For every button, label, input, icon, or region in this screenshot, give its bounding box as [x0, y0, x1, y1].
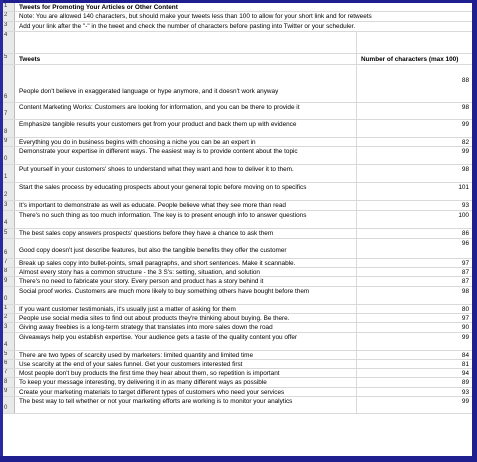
row-header[interactable]: 9: [3, 138, 15, 146]
table-row: [3, 360, 472, 369]
tweet-text-cell[interactable]: Content Marketing Works: Customers are looking for information, and you can be there to provide it: [16, 103, 357, 119]
column-header-tweets[interactable]: Tweets: [16, 54, 357, 64]
note-character-limit[interactable]: Note: You are allowed 140 characters, but should make your tweets less than 100 to allow for your short link and for retweets: [19, 13, 372, 20]
table-row: [3, 351, 472, 360]
table-row: [3, 314, 472, 323]
row-header[interactable]: 1: [3, 305, 15, 313]
tweet-text-cell[interactable]: The best way to tell whether or not your marketing efforts are working is to monitor your analytics: [16, 397, 357, 413]
table-row: [3, 147, 472, 165]
tweet-text-cell[interactable]: The best sales copy answers prospects' questions before they have a chance to ask them: [16, 229, 357, 238]
table-row: [3, 229, 472, 239]
character-count-cell[interactable]: 84: [461, 352, 469, 359]
table-row: [3, 277, 472, 287]
spreadsheet-grid: [3, 3, 472, 456]
character-count-cell[interactable]: 100: [458, 212, 469, 219]
character-count-cell[interactable]: 90: [461, 324, 469, 331]
character-count-cell[interactable]: 87: [461, 269, 469, 276]
sheet-row: [3, 32, 472, 54]
row-header[interactable]: 6: [3, 65, 15, 102]
character-count-cell[interactable]: 93: [461, 389, 469, 396]
table-row: [3, 239, 472, 259]
table-row: [3, 259, 472, 268]
tweet-text-cell[interactable]: To keep your message interesting, try delivering it in as many different ways as possible: [16, 378, 357, 387]
tweet-text-cell[interactable]: There's no such thing as too much information. The key is to present enough info to answer questions: [16, 211, 357, 228]
row-header[interactable]: 7: [3, 259, 15, 267]
table-row: [3, 103, 472, 120]
tweet-text-cell[interactable]: There's no need to fabricate your story. Every person and product has a story behind it: [16, 277, 357, 286]
row-header[interactable]: 3: [3, 22, 15, 31]
character-count-cell[interactable]: 101: [458, 184, 469, 191]
row-header[interactable]: 5: [3, 54, 15, 64]
tweet-text-cell[interactable]: Use scarcity at the end of your sales funnel. Get your customers interested first: [16, 360, 357, 368]
row-header[interactable]: 0: [3, 287, 15, 304]
table-row: [3, 369, 472, 378]
table-row: [3, 397, 472, 414]
character-count-cell[interactable]: 99: [461, 334, 469, 341]
character-count-cell[interactable]: 87: [461, 278, 469, 285]
row-header[interactable]: 9: [3, 388, 15, 396]
tweet-text-cell[interactable]: Almost every story has a common structure - the 3 S's: setting, situation, and solution: [16, 268, 357, 276]
note-add-link[interactable]: Add your link after the "-" in the tweet and check the number of characters before pasting into Twitter or your scheduler.: [19, 23, 356, 30]
row-header[interactable]: 5: [3, 351, 15, 359]
character-count-cell[interactable]: 93: [461, 202, 469, 209]
tweet-text-cell[interactable]: Create your marketing materials to target different types of customers who need your services: [16, 388, 357, 396]
table-row: [3, 201, 472, 211]
tweet-text-cell[interactable]: People don't believe in exaggerated language or hype anymore, and it doesn't work anyway: [16, 65, 357, 102]
character-count-cell[interactable]: 94: [461, 370, 469, 377]
character-count-cell[interactable]: 99: [461, 121, 469, 128]
table-row: [3, 305, 472, 314]
table-row: [3, 268, 472, 277]
row-header[interactable]: 5: [3, 229, 15, 238]
table-row: [3, 287, 472, 305]
table-row: [3, 183, 472, 201]
character-count-cell[interactable]: 98: [461, 104, 469, 111]
tweet-text-cell[interactable]: It's important to demonstrate as well as educate. People believe what they see more than read: [16, 201, 357, 210]
tweet-text-cell[interactable]: Demonstrate your expertise in different ways. The easiest way is to provide content about the topic: [16, 147, 357, 164]
row-header[interactable]: 8: [3, 378, 15, 387]
row-header[interactable]: 7: [3, 369, 15, 377]
character-count-cell[interactable]: 89: [461, 379, 469, 386]
table-row: [3, 333, 472, 351]
character-count-cell[interactable]: 82: [461, 139, 469, 146]
row-header[interactable]: 2: [3, 12, 15, 21]
character-count-cell[interactable]: 98: [461, 166, 469, 173]
table-row: [3, 120, 472, 138]
tweet-text-cell[interactable]: Emphasize tangible results your customers get from your product and back them up with evidence: [16, 120, 357, 137]
row-header[interactable]: 0: [3, 147, 15, 164]
row-header[interactable]: 3: [3, 323, 15, 332]
character-count-cell[interactable]: 81: [461, 361, 469, 368]
row-header[interactable]: 8: [3, 268, 15, 276]
window-frame-right: [472, 0, 477, 462]
character-count-cell[interactable]: 99: [461, 398, 469, 405]
blank-cell[interactable]: [16, 32, 357, 53]
row-header[interactable]: 4: [3, 333, 15, 350]
row-header[interactable]: 6: [3, 360, 15, 368]
character-count-cell[interactable]: 96: [461, 240, 469, 247]
tweet-text-cell[interactable]: Break up sales copy into bullet-points, small paragraphs, and short sentences. Make it scannable.: [16, 259, 357, 267]
character-count-cell[interactable]: 98: [461, 288, 469, 295]
sheet-row: [3, 3, 472, 12]
row-header[interactable]: 8: [3, 120, 15, 137]
row-header[interactable]: 3: [3, 201, 15, 210]
tweet-text-cell[interactable]: Put yourself in your customers' shoes to understand what they want and how to deliver it to them.: [16, 165, 357, 182]
row-header[interactable]: 6: [3, 239, 15, 258]
tweet-text-cell[interactable]: Giveaways help you establish expertise. Your audience gets a taste of the quality content you offer: [16, 333, 357, 350]
tweet-text-cell[interactable]: Most people don't buy products the first time they hear about them, so repetition is important: [16, 369, 357, 377]
tweet-text-cell[interactable]: Giving away freebies is a long-term strategy that translates into more sales down the road: [16, 323, 357, 332]
tweet-text-cell[interactable]: If you want customer testimonials, it's usually just a matter of asking for them: [16, 305, 357, 313]
table-row: [3, 323, 472, 333]
character-count-cell[interactable]: 99: [461, 148, 469, 155]
character-count-cell[interactable]: 97: [461, 315, 469, 322]
tweet-text-cell[interactable]: Everything you do in business begins with choosing a niche you can be an expert in: [16, 138, 357, 146]
table-row: [3, 65, 472, 103]
table-row: [3, 378, 472, 388]
row-header[interactable]: 2: [3, 183, 15, 200]
character-count-cell[interactable]: 88: [461, 77, 469, 84]
character-count-cell[interactable]: 97: [461, 260, 469, 267]
character-count-cell[interactable]: 86: [461, 230, 469, 237]
row-header[interactable]: 2: [3, 314, 15, 322]
table-row: [3, 165, 472, 183]
tweet-text-cell[interactable]: People use social media sites to find out about products they're thinking about buying. Be there.: [16, 314, 357, 322]
window-frame-bottom: [0, 456, 477, 462]
sheet-row: [3, 54, 472, 65]
table-row: [3, 211, 472, 229]
row-header[interactable]: 9: [3, 277, 15, 286]
row-header[interactable]: 4: [3, 211, 15, 228]
tweet-text-cell[interactable]: Social proof works. Customers are much more likely to buy something others have bought before them: [16, 287, 357, 304]
blank-cell[interactable]: [358, 32, 472, 53]
tweet-text-cell[interactable]: Good copy doesn't just describe features, but also the tangible benefits they offer the customer: [16, 239, 357, 258]
tweet-text-cell[interactable]: There are two types of scarcity used by marketers: limited quantity and limited time: [16, 351, 357, 359]
table-row: [3, 138, 472, 147]
character-count-cell[interactable]: 80: [461, 306, 469, 313]
table-row: [3, 388, 472, 397]
sheet-row: [3, 12, 472, 22]
tweet-text-cell[interactable]: Start the sales process by educating prospects about your general topic before moving on to specifics: [16, 183, 357, 200]
row-header[interactable]: 4: [3, 32, 15, 53]
sheet-title[interactable]: Tweets for Promoting Your Articles or Other Content: [19, 4, 178, 11]
row-header[interactable]: 7: [3, 103, 15, 119]
sheet-row: [3, 22, 472, 32]
row-header[interactable]: 0: [3, 397, 15, 413]
row-header[interactable]: 1: [3, 165, 15, 182]
row-header[interactable]: 1: [3, 3, 15, 11]
column-header-characters[interactable]: Number of characters (max 100): [361, 56, 459, 63]
